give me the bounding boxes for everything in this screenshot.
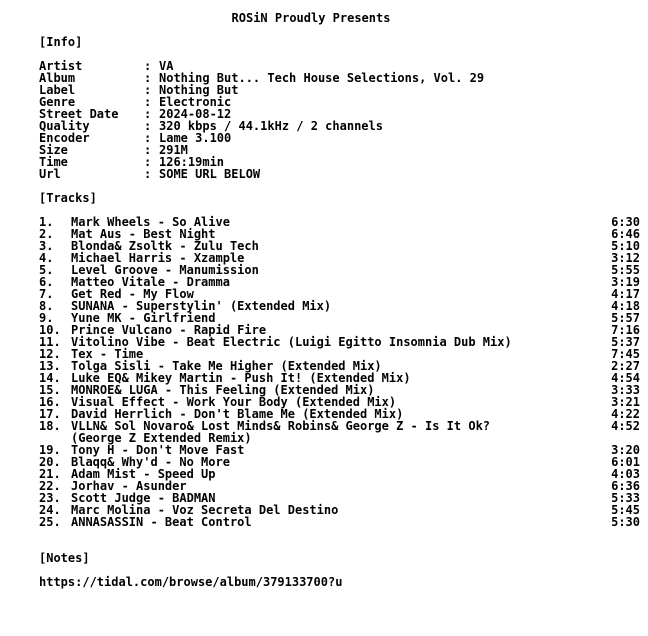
info-key: Album bbox=[39, 71, 76, 85]
info-value: Nothing But bbox=[159, 83, 239, 97]
track-title: Adam Mist - Speed Up bbox=[71, 467, 216, 481]
track-duration: 5:55 bbox=[611, 263, 640, 277]
track-title: Vitolino Vibe - Beat Electric (Luigi Egitto Insomnia Dub Mix) bbox=[71, 335, 512, 349]
track-duration: 5:33 bbox=[611, 491, 640, 505]
track-duration: 6:01 bbox=[611, 455, 640, 469]
info-value: Electronic bbox=[159, 95, 232, 109]
track-number: 6. bbox=[39, 275, 54, 289]
tracks-section-header: [Tracks] bbox=[39, 191, 97, 205]
info-separator: : bbox=[144, 59, 152, 73]
track-title: Michael Harris - Xzample bbox=[71, 251, 245, 265]
track-number: 23. bbox=[39, 491, 61, 505]
track-duration: 3:19 bbox=[611, 275, 640, 289]
track-title: David Herrlich - Don't Blame Me (Extended Mix) bbox=[71, 407, 404, 421]
track-number: 10. bbox=[39, 323, 61, 337]
track-number: 2. bbox=[39, 227, 54, 241]
info-separator: : bbox=[144, 95, 152, 109]
track-title: Visual Effect - Work Your Body (Extended Mix) bbox=[71, 395, 397, 409]
track-title: Scott Judge - BADMAN bbox=[71, 491, 216, 505]
track-duration: 3:20 bbox=[611, 443, 640, 457]
info-key: Quality bbox=[39, 119, 90, 133]
track-duration: 2:27 bbox=[611, 359, 640, 373]
info-value: Lame 3.100 bbox=[159, 131, 232, 145]
track-title: Mark Wheels - So Alive bbox=[71, 215, 230, 229]
track-title: Tolga Sisli - Take Me Higher (Extended Mix) bbox=[71, 359, 382, 373]
info-key: Street Date bbox=[39, 107, 119, 121]
info-key: Url bbox=[39, 167, 61, 181]
track-title: Level Groove - Manumission bbox=[71, 263, 259, 277]
track-number: 11. bbox=[39, 335, 61, 349]
track-title: Prince Vulcano - Rapid Fire bbox=[71, 323, 267, 337]
track-duration: 4:52 bbox=[611, 419, 640, 433]
track-title: Jorhav - Asunder bbox=[71, 479, 187, 493]
info-key: Encoder bbox=[39, 131, 90, 145]
track-duration: 7:45 bbox=[611, 347, 640, 361]
info-separator: : bbox=[144, 107, 152, 121]
track-duration: 3:21 bbox=[611, 395, 640, 409]
track-title: Blonda& Zsoltk - Zulu Tech bbox=[71, 239, 259, 253]
info-key: Genre bbox=[39, 95, 76, 109]
track-title-continuation: (George Z Extended Remix) bbox=[71, 431, 252, 445]
track-title: Blaqq& Why'd - No More bbox=[71, 455, 230, 469]
track-duration: 6:30 bbox=[611, 215, 640, 229]
track-title: Luke EQ& Mikey Martin - Push It! (Extended Mix) bbox=[71, 371, 411, 385]
info-separator: : bbox=[144, 143, 152, 157]
track-number: 17. bbox=[39, 407, 61, 421]
track-duration: 4:54 bbox=[611, 371, 640, 385]
track-number: 7. bbox=[39, 287, 54, 301]
notes-url: https://tidal.com/browse/album/379133700?u bbox=[39, 575, 343, 589]
track-duration: 4:22 bbox=[611, 407, 640, 421]
info-separator: : bbox=[144, 119, 152, 133]
track-number: 5. bbox=[39, 263, 54, 277]
info-value: SOME URL BELOW bbox=[159, 167, 261, 181]
track-title: Tex - Time bbox=[71, 347, 144, 361]
info-separator: : bbox=[144, 83, 152, 97]
info-key: Artist bbox=[39, 59, 83, 73]
track-duration: 5:57 bbox=[611, 311, 640, 325]
info-key: Size bbox=[39, 143, 68, 157]
track-duration: 5:10 bbox=[611, 239, 640, 253]
info-separator: : bbox=[144, 155, 152, 169]
info-section-header: [Info] bbox=[39, 35, 83, 49]
track-number: 4. bbox=[39, 251, 54, 265]
track-duration: 5:37 bbox=[611, 335, 640, 349]
track-duration: 5:30 bbox=[611, 515, 640, 529]
track-title: Tony H - Don't Move Fast bbox=[71, 443, 245, 457]
track-title: Matteo Vitale - Dramma bbox=[71, 275, 230, 289]
info-key: Label bbox=[39, 83, 76, 97]
track-title: ANNASASSIN - Beat Control bbox=[71, 515, 252, 529]
track-number: 8. bbox=[39, 299, 54, 313]
info-value: 2024-08-12 bbox=[159, 107, 232, 121]
track-title: MONROE& LUGA - This Feeling (Extended Mix) bbox=[71, 383, 375, 397]
info-separator: : bbox=[144, 71, 152, 85]
track-number: 24. bbox=[39, 503, 61, 517]
track-number: 15. bbox=[39, 383, 61, 397]
track-number: 13. bbox=[39, 359, 61, 373]
track-duration: 7:16 bbox=[611, 323, 640, 337]
track-number: 14. bbox=[39, 371, 61, 385]
info-separator: : bbox=[144, 131, 152, 145]
track-number: 18. bbox=[39, 419, 61, 433]
track-number: 9. bbox=[39, 311, 54, 325]
track-title: Marc Molina - Voz Secreta Del Destino bbox=[71, 503, 339, 517]
track-number: 3. bbox=[39, 239, 54, 253]
track-title: Get Red - My Flow bbox=[71, 287, 194, 301]
track-title: SUNANA - Superstylin' (Extended Mix) bbox=[71, 299, 332, 313]
track-title: Yune MK - Girlfriend bbox=[71, 311, 216, 325]
track-duration: 4:17 bbox=[611, 287, 640, 301]
track-number: 25. bbox=[39, 515, 61, 529]
track-duration: 5:45 bbox=[611, 503, 640, 517]
track-number: 21. bbox=[39, 467, 61, 481]
info-value: 126:19min bbox=[159, 155, 225, 169]
info-separator: : bbox=[144, 167, 152, 181]
release-title: ROSiN Proudly Presents bbox=[231, 11, 391, 25]
track-number: 19. bbox=[39, 443, 61, 457]
track-duration: 3:33 bbox=[611, 383, 640, 397]
info-value: VA bbox=[159, 59, 174, 73]
track-number: 12. bbox=[39, 347, 61, 361]
track-duration: 4:18 bbox=[611, 299, 640, 313]
notes-section-header: [Notes] bbox=[39, 551, 90, 565]
track-title: Mat Aus - Best Night bbox=[71, 227, 216, 241]
track-number: 20. bbox=[39, 455, 61, 469]
info-value: 320 kbps / 44.1kHz / 2 channels bbox=[159, 119, 383, 133]
track-duration: 6:36 bbox=[611, 479, 640, 493]
info-value: 291M bbox=[159, 143, 188, 157]
track-duration: 6:46 bbox=[611, 227, 640, 241]
track-number: 1. bbox=[39, 215, 54, 229]
info-key: Time bbox=[39, 155, 68, 169]
info-value: Nothing But... Tech House Selections, Vol. 29 bbox=[159, 71, 485, 85]
track-title: VLLN& Sol Novaro& Lost Minds& Robins& George Z - Is It Ok? bbox=[71, 419, 491, 433]
track-number: 22. bbox=[39, 479, 61, 493]
track-duration: 3:12 bbox=[611, 251, 640, 265]
track-number: 16. bbox=[39, 395, 61, 409]
track-duration: 4:03 bbox=[611, 467, 640, 481]
